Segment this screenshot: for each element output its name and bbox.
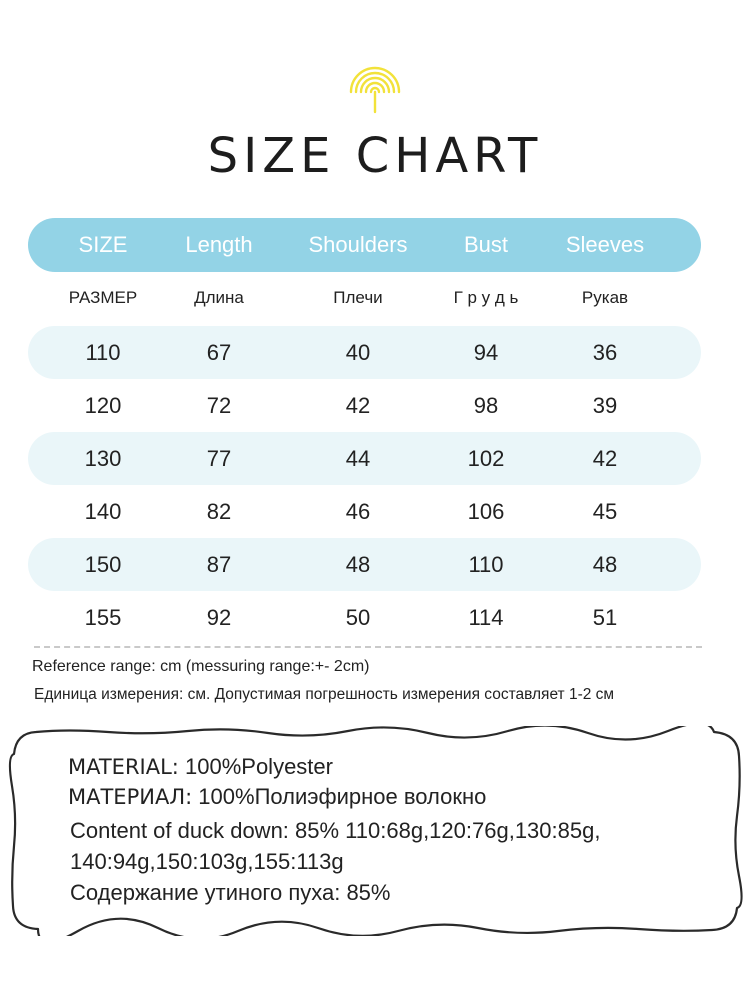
cell-sleeves: 51 (592, 605, 618, 630)
header-sleeves: Sleeves (565, 232, 645, 257)
cell-bust: 114 (468, 605, 504, 630)
cell-shoulders: 44 (345, 446, 371, 471)
measurement-note-en: Reference range: cm (messuring range:+- 2cm) (32, 658, 370, 675)
table-row (28, 432, 701, 485)
cell-sleeves: 45 (592, 499, 618, 524)
cell-length: 72 (206, 393, 232, 418)
duck-down-line-1: Content of duck down: 85% 110:68g,120:76g,130:85g, (70, 818, 601, 843)
table-row (28, 485, 701, 538)
cell-shoulders: 50 (345, 605, 371, 630)
table-row (28, 591, 701, 644)
material-en-value: 100%Polyester (178, 754, 333, 779)
cell-bust: 94 (473, 340, 499, 365)
measurement-note-ru: Единица измерения: см. Допустимая погрешность измерения составляет 1-2 см (34, 686, 615, 703)
cell-bust: 102 (467, 446, 505, 471)
subheader-length: Длина (194, 288, 244, 307)
cell-size: 110 (85, 340, 121, 365)
table-row (28, 538, 701, 591)
cell-size: 130 (84, 446, 122, 471)
cell-length: 77 (206, 446, 232, 471)
size-table-header (28, 218, 701, 272)
header-shoulders: Shoulders (308, 232, 408, 257)
cell-sleeves: 42 (592, 446, 618, 471)
page-title: SIZE CHART (207, 128, 543, 184)
subheader-size: РАЗМЕР (68, 288, 138, 307)
cell-sleeves: 48 (592, 552, 618, 577)
duck-down-ru: Содержание утиного пуха: 85% (70, 880, 391, 905)
cell-bust: 98 (473, 393, 499, 418)
cell-shoulders: 42 (345, 393, 371, 418)
cell-length: 92 (206, 605, 232, 630)
cell-size: 120 (84, 393, 122, 418)
cell-bust: 106 (467, 499, 505, 524)
cell-size: 140 (84, 499, 122, 524)
subheader-shoulders: Плечи (333, 288, 383, 307)
header-bust: Bust (463, 232, 509, 257)
header-length: Length (185, 232, 253, 257)
material-en-label: MATERIAL: (68, 755, 179, 779)
cell-size: 155 (84, 605, 122, 630)
cell-sleeves: 39 (592, 393, 618, 418)
subheader-sleeves: Рукав (581, 288, 629, 307)
cell-size: 150 (84, 552, 122, 577)
cell-shoulders: 40 (345, 340, 371, 365)
cell-shoulders: 48 (345, 552, 371, 577)
subheader-bust: Г р у д ь (453, 288, 519, 307)
table-row (28, 379, 701, 432)
cell-length: 67 (206, 340, 232, 365)
cell-length: 82 (206, 499, 232, 524)
material-en (68, 754, 333, 780)
material-ru (68, 784, 486, 810)
material-ru-value: 100%Полиэфирное волокно (192, 784, 487, 809)
cell-shoulders: 46 (345, 499, 371, 524)
material-ru-label: МАТЕРИАЛ: (68, 785, 193, 809)
dashed-divider (34, 646, 702, 648)
rainbow-tree-icon (345, 62, 405, 114)
header-size: SIZE (78, 232, 128, 257)
duck-down-line-2: 140:94g,150:103g,155:113g (70, 849, 344, 874)
cell-length: 87 (206, 552, 232, 577)
cell-sleeves: 36 (592, 340, 618, 365)
cell-bust: 110 (468, 552, 504, 577)
size-table-subheader (28, 284, 701, 312)
table-row (28, 326, 701, 379)
